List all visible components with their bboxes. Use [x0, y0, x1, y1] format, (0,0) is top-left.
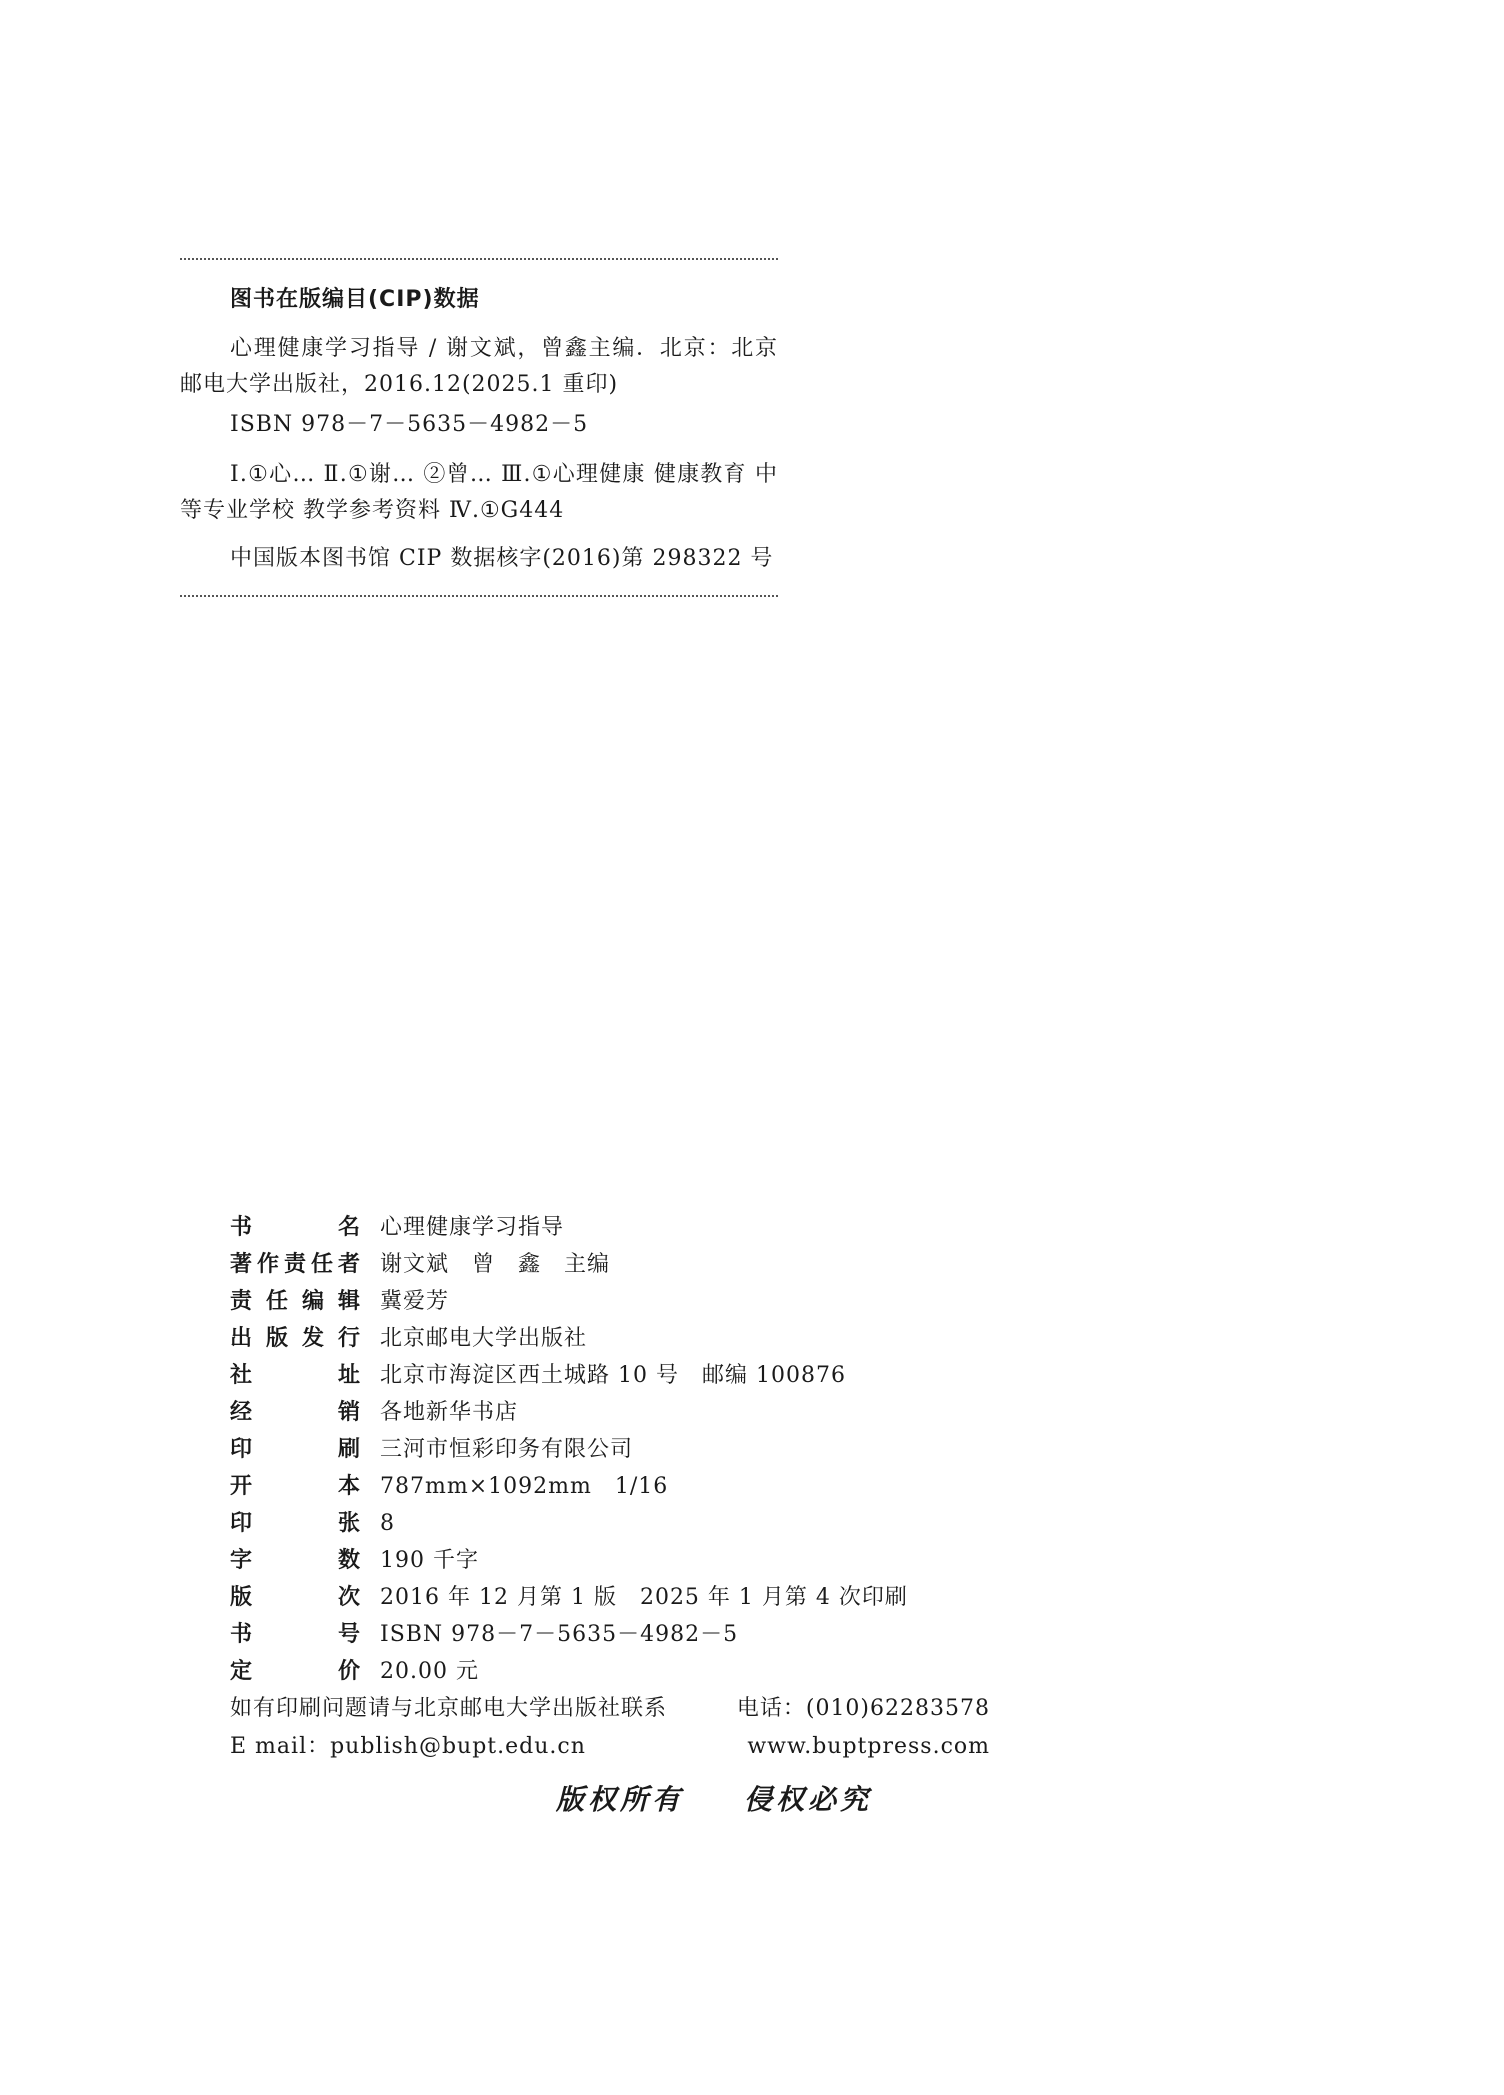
info-label-char: 名	[337, 1215, 360, 1240]
info-row	[230, 1580, 990, 1617]
info-label	[230, 1432, 360, 1463]
info-label-char: 者	[337, 1252, 360, 1277]
top-dotted-divider	[180, 258, 778, 260]
info-row	[230, 1210, 990, 1247]
info-label-char: 刷	[337, 1437, 360, 1462]
info-value: 北京市海淀区西土城路 10 号 邮编 100876	[380, 1363, 846, 1388]
info-label-char: 著	[230, 1252, 253, 1277]
info-row	[230, 1617, 990, 1654]
contact-email[interactable]: E mail：publish@bupt.edu.cn	[230, 1734, 586, 1759]
info-value: 心理健康学习指导	[380, 1215, 565, 1240]
info-value: 20.00 元	[380, 1659, 479, 1684]
info-label	[230, 1210, 360, 1241]
book-info-rows	[230, 1210, 990, 1691]
info-value: 北京邮电大学出版社	[380, 1326, 588, 1351]
info-row	[230, 1469, 990, 1506]
info-value: 2016 年 12 月第 1 版 2025 年 1 月第 4 次印刷	[380, 1585, 908, 1610]
info-value: 三河市恒彩印务有限公司	[380, 1437, 634, 1462]
info-label	[230, 1580, 360, 1611]
cip-entry: 心理健康学习指导 / 谢文斌，曾鑫主编．北京：北京邮电大学出版社，2016.12(2025.1 重印)	[180, 336, 778, 397]
info-label-char: 辑	[337, 1289, 360, 1314]
info-row	[230, 1395, 990, 1432]
contact-row-notice	[230, 1691, 990, 1729]
info-row	[230, 1654, 990, 1691]
info-label	[230, 1284, 360, 1315]
bottom-dotted-divider	[180, 595, 778, 597]
info-label-char: 版	[230, 1585, 253, 1610]
info-label-char: 张	[337, 1511, 360, 1536]
info-label	[230, 1469, 360, 1500]
info-label-char: 次	[337, 1585, 360, 1610]
info-label	[230, 1358, 360, 1389]
cip-isbn: ISBN 978－7－5635－4982－5	[230, 412, 589, 437]
info-label-char: 销	[337, 1400, 360, 1425]
info-row	[230, 1321, 990, 1358]
info-label-char: 出	[230, 1326, 253, 1351]
info-value: ISBN 978－7－5635－4982－5	[380, 1622, 739, 1647]
info-label	[230, 1543, 360, 1574]
info-label	[230, 1247, 360, 1278]
info-row	[230, 1432, 990, 1469]
cip-number: 中国版本图书馆 CIP 数据核字(2016)第 298322 号	[230, 546, 774, 571]
info-value: 冀爱芳	[380, 1289, 450, 1314]
copyright-notice	[556, 1778, 872, 1818]
info-label-char: 书	[230, 1622, 253, 1647]
info-label-char: 任	[265, 1289, 288, 1314]
info-label-char: 书	[230, 1215, 253, 1240]
info-label-char: 编	[301, 1289, 324, 1314]
info-value: 谢文斌 曾 鑫 主编	[380, 1252, 611, 1277]
info-label-char: 发	[301, 1326, 324, 1351]
info-label-char: 印	[230, 1511, 253, 1536]
contact-website[interactable]: www.buptpress.com	[747, 1734, 990, 1759]
info-value: 各地新华书店	[380, 1400, 519, 1425]
info-label-char: 字	[230, 1548, 253, 1573]
info-label-char: 号	[337, 1622, 360, 1647]
info-label-char: 本	[337, 1474, 360, 1499]
info-row	[230, 1284, 990, 1321]
info-label-char: 印	[230, 1437, 253, 1462]
info-value: 8	[380, 1511, 395, 1536]
info-label	[230, 1654, 360, 1685]
info-label-char: 数	[337, 1548, 360, 1573]
info-value: 787mm×1092mm 1/16	[380, 1474, 669, 1499]
info-label-char: 任	[310, 1252, 333, 1277]
info-label-char: 经	[230, 1400, 253, 1425]
info-label-char: 价	[337, 1659, 360, 1684]
info-row	[230, 1247, 990, 1284]
info-label	[230, 1506, 360, 1537]
info-label-char: 责	[230, 1289, 253, 1314]
info-label-char: 定	[230, 1659, 253, 1684]
contact-row-web	[230, 1729, 990, 1767]
info-label	[230, 1395, 360, 1426]
info-label-char: 开	[230, 1474, 253, 1499]
info-label-char: 社	[230, 1363, 253, 1388]
info-label-char: 行	[337, 1326, 360, 1351]
info-label	[230, 1321, 360, 1352]
copyright-right: 侵权必究	[744, 1783, 873, 1816]
book-info-block	[230, 1210, 990, 1767]
cip-heading: 图书在版编目(CIP)数据	[230, 287, 480, 312]
info-row	[230, 1358, 990, 1395]
info-label-char: 址	[337, 1363, 360, 1388]
copyright-left: 版权所有	[556, 1783, 685, 1816]
info-label-char: 责	[283, 1252, 306, 1277]
info-label-char: 作	[256, 1252, 279, 1277]
info-value: 190 千字	[380, 1548, 479, 1573]
print-issue-notice: 如有印刷问题请与北京邮电大学出版社联系	[230, 1696, 668, 1721]
cip-classification: Ⅰ.①心… Ⅱ.①谢… ②曾… Ⅲ.①心理健康 健康教育 中等专业学校 教学参考资料 Ⅳ.①G444	[180, 462, 778, 523]
cip-data-block	[180, 258, 778, 597]
info-row	[230, 1543, 990, 1580]
info-label-char: 版	[265, 1326, 288, 1351]
info-row	[230, 1506, 990, 1543]
contact-phone: 电话：(010)62283578	[736, 1696, 990, 1721]
info-label	[230, 1617, 360, 1648]
